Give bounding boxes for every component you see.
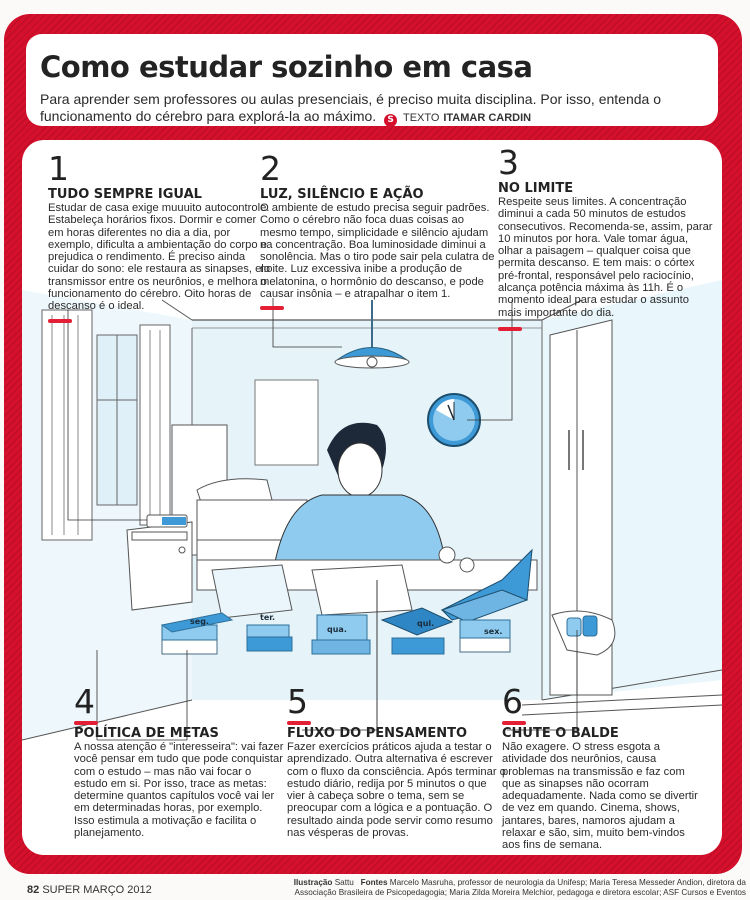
tip-5 — [287, 682, 507, 840]
red-marker — [260, 306, 284, 310]
tip-number: 5 — [287, 682, 308, 721]
tip-body: O ambiente de estudo precisa seguir padrões. Como o cérebro não foca duas coisas ao mesmo tempo, simplicidade e silêncio ajudam na concentração. Boa luminosidade diminui a sonolência. Mas o tiro pode sair pela culatra de noite. Luz excessiva inibe a produção de melatonina, o hormônio do descanso, e pode causar insônia – e atrapalhar o item 1. — [260, 202, 495, 301]
tip-body: Fazer exercícios práticos ajuda a testar o aprendizado. Outra alternativa é escrever com o fluxo da consciência. Após terminar o estudo diário, redija por 5 minutos o que vier à cabeça sobre o tema, sem se preocupar com a lógica e a pontuação. O resultado ainda pode servir como resumo nas vésperas de provas. — [287, 741, 506, 840]
tip-number: 6 — [502, 682, 523, 721]
tip-2 — [260, 149, 495, 310]
illustration-label: Ilustração — [293, 878, 333, 887]
svg-text:qui.: qui. — [417, 619, 435, 628]
page-number: 82 — [27, 884, 40, 896]
page-subtitle — [40, 91, 700, 127]
svg-text:qua.: qua. — [327, 625, 347, 634]
tip-title: LUZ, SILÊNCIO E AÇÃO — [260, 187, 424, 202]
tip-title: NO LIMITE — [498, 181, 574, 196]
svg-text:ter.: ter. — [260, 613, 276, 622]
svg-text:sex.: sex. — [484, 627, 503, 636]
credits — [280, 878, 746, 898]
tip-title: CHUTE O BALDE — [502, 726, 619, 741]
red-marker — [48, 319, 72, 323]
tip-number: 3 — [498, 143, 519, 182]
tip-body: Não exagere. O stress esgota a atividade dos neurônios, causa problemas na transmissão e faz com que as sinapses não ocorram adequadamente. Nada como se divertir de vez em quando. Cinema, shows, jantares, bares, namoros ajudam a relaxar e são, sim, muito bem-vindos aos fins de semana. — [502, 741, 698, 852]
tip-title: TUDO SEMPRE IGUAL — [48, 187, 202, 202]
tip-title: FLUXO DO PENSAMENTO — [287, 726, 468, 741]
byline-label: TEXTO — [402, 112, 440, 124]
tip-body: Respeite seus limites. A concentração diminui a cada 50 minutos de estudos consecutivos. Recomenda-se, assim, parar 10 minutos por hora. Vale tomar água, olhar a paisagem – qualquer coisa que permita descanso. E tem mais: o córtex pré-frontal, responsável pelo raciocínio, alcança potência máxima às 11h. É o momento ideal para estudar o assunto mais importante do dia. — [498, 196, 713, 319]
tip-6 — [502, 682, 702, 852]
tip-number: 1 — [48, 149, 69, 188]
main-panel — [22, 140, 722, 855]
super-logo-icon: S — [384, 114, 397, 127]
svg-text:seg.: seg. — [190, 617, 209, 626]
tip-body: A nossa atenção é "interesseira": vai fazer você pensar em tudo que pode conquistar com o estudo – mas não vai focar o estudo em si. Por isso, trace as metas: determine quantos capítulos você vai ler em determinadas horas, por exemplo. Isso estimula a motivação e facilita o planejamento. — [74, 741, 284, 840]
sources-label: Fontes — [360, 878, 388, 887]
tip-4 — [74, 682, 286, 840]
illustrator-name: Sattu — [334, 878, 354, 887]
book-stack-sex — [460, 620, 510, 652]
tip-body: Estudar de casa exige muuuito autocontrole. Estabeleça horários fixos. Dormir e comer em horas diferentes no dia a dia, por exemplo, dificulta a ambientação do corpo e prejudica o rendimento. É preciso ainda cuidar do sono: ele restaura as sinapses, elo transmissor entre os neurônios, e melhora o funcionamento do cérebro. Oito horas de descanso é o ideal. — [48, 202, 271, 313]
tip-title: POLÍTICA DE METAS — [74, 726, 219, 741]
tip-3 — [498, 143, 713, 331]
book-stack-qua — [312, 615, 370, 654]
red-marker — [74, 721, 98, 725]
subtitle-text: Para aprender sem professores ou aulas presenciais, é preciso muita disciplina. Por isso, entenda o funcionamento do cérebro para explorá-la ao máximo. — [40, 91, 661, 124]
tip-number: 2 — [260, 149, 281, 188]
magazine-issue: SUPER MARÇO 2012 — [42, 884, 152, 896]
red-marker — [287, 721, 311, 725]
red-marker — [502, 721, 526, 725]
page-footer-folio — [27, 884, 152, 896]
sources-text: Marcelo Masruha, professor de neurologia da Unifesp; Maria Teresa Messeder Andion, diretora da Associação Brasileira de Psicopedagogia; Maria Zilda Moreira Melchior, pedagoga e diretora escolar; ASF Cursos e Eventos — [294, 878, 746, 897]
red-marker — [498, 327, 522, 331]
page-title: Como estudar sozinho em casa — [40, 50, 533, 84]
tip-number: 4 — [74, 682, 95, 721]
byline-author: ITAMAR CARDIN — [443, 112, 532, 124]
tip-1 — [48, 149, 273, 323]
